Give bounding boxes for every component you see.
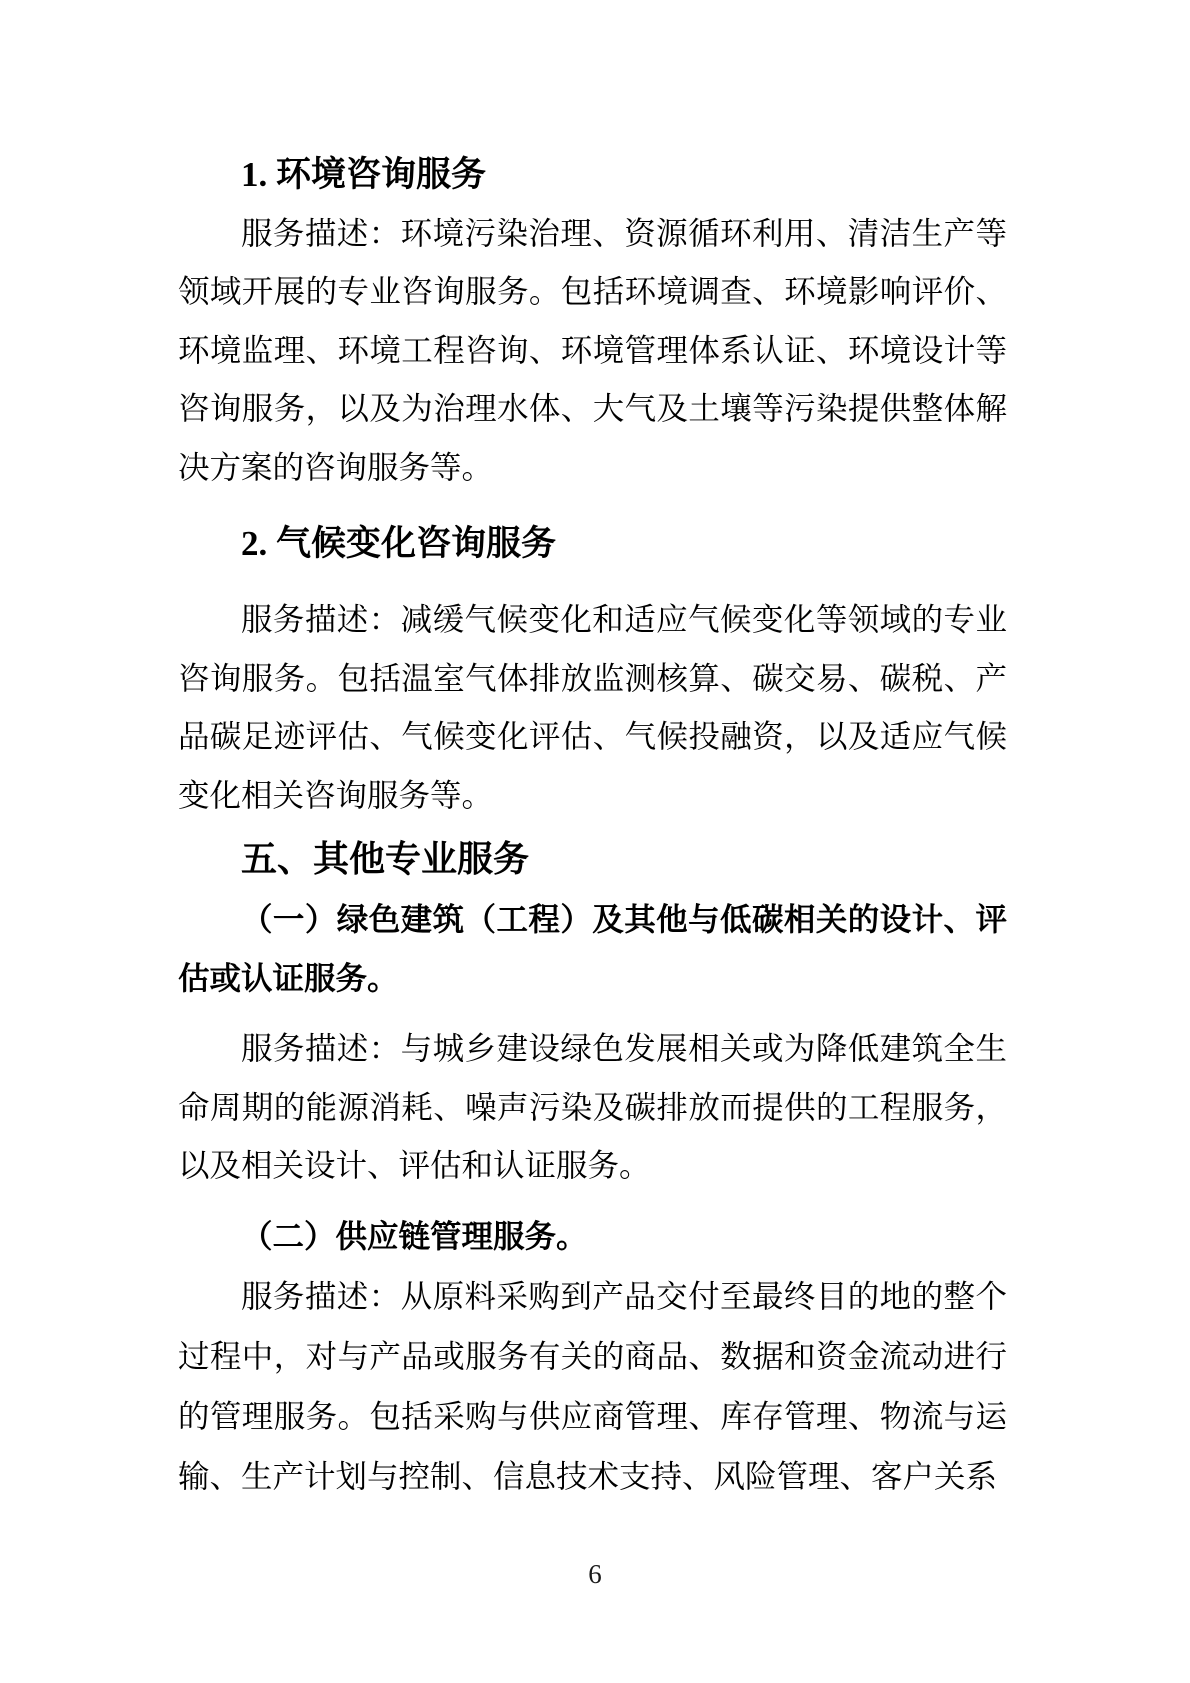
heading-other-professional-services: 五、其他专业服务 <box>241 838 530 879</box>
paragraph-green-building-description: 服务描述：与城乡建设绿色发展相关或为降低建筑全生命周期的能源消耗、噪声污染及碳排放而提供的工程服务，以及相关设计、评估和认证服务。 <box>178 1031 1007 1183</box>
paragraph-climate-change-consulting-description: 服务描述：减缓气候变化和适应气候变化等领域的专业咨询服务。包括温室气体排放监测核算、碳交易、碳税、产品碳足迹评估、气候变化评估、气候投融资，以及适应气候变化相关咨询服务等。 <box>178 602 1007 813</box>
heading-climate-change-consulting-services: 2. 气候变化咨询服务 <box>241 524 557 563</box>
heading-environmental-consulting-services: 1. 环境咨询服务 <box>241 155 487 194</box>
heading-green-building-design-assessment-certification: （一）绿色建筑（工程）及其他与低碳相关的设计、评估或认证服务。 <box>178 902 1007 996</box>
paragraph-environmental-consulting-description: 服务描述：环境污染治理、资源循环利用、清洁生产等领域开展的专业咨询服务。包括环境调查、环境影响评价、环境监理、环境工程咨询、环境管理体系认证、环境设计等咨询服务，以及为治理水体、大气及土壤等污染提供整体解决方案的咨询服务等。 <box>178 215 1007 485</box>
page-number: 6 <box>588 1559 602 1589</box>
document-body <box>178 0 1007 1507</box>
paragraph-supply-chain-description: 服务描述：从原料采购到产品交付至最终目的地的整个过程中，对与产品或服务有关的商品、数据和资金流动进行的管理服务。包括采购与供应商管理、库存管理、物流与运输、生产计划与控制、信息技术支持、风险管理、客户关系 <box>178 1279 1007 1494</box>
heading-supply-chain-management-services: （二）供应链管理服务。 <box>241 1219 588 1254</box>
